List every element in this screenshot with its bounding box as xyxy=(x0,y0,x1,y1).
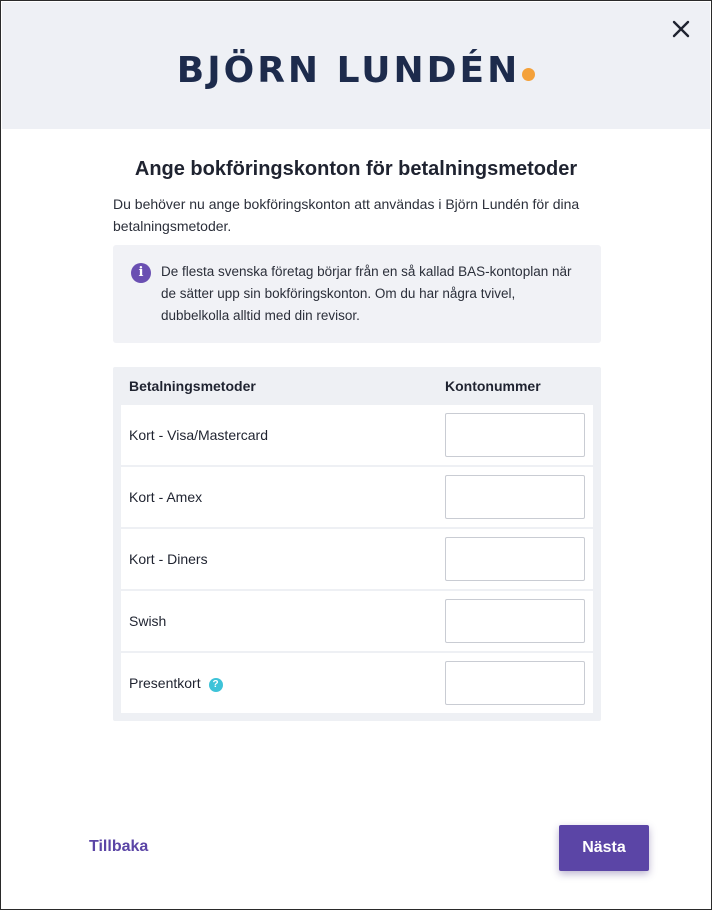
account-number-input[interactable] xyxy=(445,661,585,705)
row-label: Presentkort xyxy=(129,675,201,691)
row-label-wrapper xyxy=(129,653,223,713)
logo-dot xyxy=(522,68,535,81)
column-header-account: Kontonummer xyxy=(445,378,541,394)
table-row xyxy=(121,467,593,527)
column-header-method: Betalningsmetoder xyxy=(129,378,256,394)
table-row xyxy=(121,591,593,651)
modal-header xyxy=(2,2,710,129)
payment-accounts-table xyxy=(113,367,601,721)
row-label: Kort - Diners xyxy=(129,551,208,567)
info-icon: i xyxy=(131,263,151,283)
table-row xyxy=(121,405,593,465)
page-title: Ange bokföringskonton för betalningsmetoder xyxy=(134,158,578,180)
account-number-input[interactable] xyxy=(445,413,585,457)
row-label: Kort - Amex xyxy=(129,489,203,505)
account-number-input[interactable] xyxy=(445,475,585,519)
help-icon[interactable]: ? xyxy=(209,678,223,692)
account-number-input[interactable] xyxy=(445,599,585,643)
intro-text: Du behöver nu ange bokföringskonton att användas i Björn Lundén för dina betalningsmetoder. xyxy=(113,196,580,234)
row-label: Swish xyxy=(129,613,167,629)
account-number-input[interactable] xyxy=(445,537,585,581)
close-icon[interactable] xyxy=(670,18,692,40)
info-box xyxy=(113,245,601,343)
row-label: Kort - Visa/Mastercard xyxy=(129,427,269,443)
back-link[interactable]: Tillbaka xyxy=(89,838,149,855)
logo: BJÖRN LUNDÉN xyxy=(2,51,710,91)
next-button[interactable]: Nästa xyxy=(559,825,649,871)
info-text: De flesta svenska företag börjar från en så kallad BAS-kontoplan när de sätter upp sin bokföringskonton. Om du har några tvivel, dubbelkolla alltid med din revisor. xyxy=(161,264,572,323)
table-row xyxy=(121,529,593,589)
table-row xyxy=(121,653,593,713)
